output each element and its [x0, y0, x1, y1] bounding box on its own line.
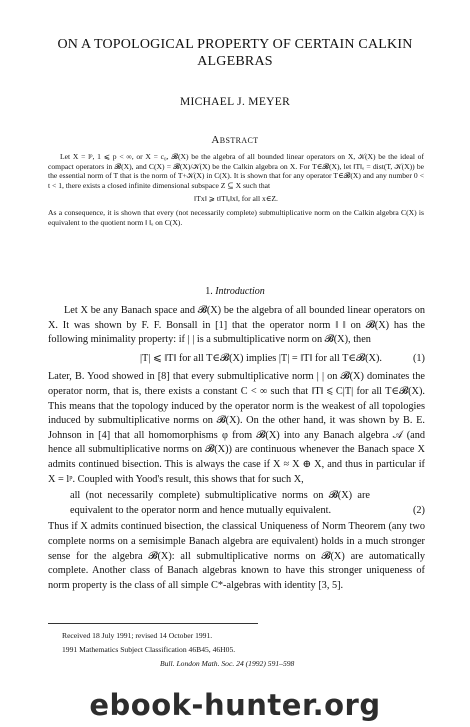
author: MICHAEL J. MEYER — [179, 96, 291, 108]
footnote-rule — [48, 623, 258, 624]
abstract — [48, 152, 424, 227]
body-paragraph-2: Later, B. Yood showed in [8] that every submultiplicative norm | | on 𝓑(X) dominates the operator norm, that is, there exists a constant C < ∞ such that ‖T‖ ⩽ C|T| for all T∈𝓑(X). This means that the topology induced by the operator norm is the weakest of all topologies induced by submultiplicative norms on 𝓑(X). On the other hand, it was shown by B. E. Johnson in [4] that all homomorphisms φ from 𝓑(X) into any Banach algebra 𝒜 (and hence all submultiplicative norms on 𝓑(X)) are continuous whenever the Banach space X admits continued bisection. This is always the case if X ≈ X ⊕ X, and thus in particular if X = lᵖ. Coupled with Yood's result, this shows that for such X, — [48, 371, 425, 485]
body-paragraph-1: Let X be any Banach space and 𝓑(X) be the algebra of all bounded linear operators on X. It was shown by F. F. Bonsall in [1] that the operator norm ‖ ‖ on 𝓑(X) has the following minimality property: if | | is a submultiplicative norm on 𝓑(X), then — [48, 305, 425, 346]
title-line-2: ALGEBRAS — [197, 54, 273, 69]
statement-2 — [70, 489, 425, 518]
paper-title — [40, 36, 430, 70]
footnote-journal: Bull. London Math. Soc. 24 (1992) 591–598 — [160, 659, 295, 668]
footnote-classification: 1991 Mathematics Subject Classification 46B45, 46H05. — [62, 645, 236, 654]
abstract-paragraph-2: As a consequence, it is shown that every (not necessarily complete) submultiplicative norm on the Calkin algebra C(X) is equivalent to the quotient norm ‖ ‖ₑ on C(X). — [48, 207, 424, 227]
equation-1-text: |T| ⩽ ‖T‖ for all T∈𝓑(X) implies |T| = ‖T‖ for all T∈𝓑(X). — [140, 352, 382, 364]
section-number: 1. — [205, 286, 213, 297]
equation-1 — [48, 352, 425, 367]
body-text — [48, 304, 425, 593]
statement-2-number: (2) — [412, 504, 425, 516]
body-paragraph-3: Thus if X admits continued bisection, the classical Uniqueness of Norm Theorem (any two complete norms on a semisimple Banach algebra are equivalent) holds in a much stronger sense for the algebra 𝓑(X): all submultiplicative norms on 𝓑(X) are automatically complete. Another class of Banach algebras known to have this stronger uniqueness of norm property is the class of all simple C*-algebras with identity [3, 5]. — [48, 521, 425, 591]
watermark-text: ebook-hunter.org — [89, 688, 381, 722]
section-title: Introduction — [215, 286, 265, 297]
abstract-equation: ‖Tx‖ ⩾ t‖T‖ₑ‖x‖, for all x∈Z. — [194, 194, 278, 204]
equation-1-number: (1) — [412, 352, 425, 364]
section-heading — [40, 286, 430, 297]
statement-2-text: all (not necessarily complete) submultiplicative norms on 𝓑(X) are equivalent to the operator norm and hence mutually equivalent. — [70, 490, 370, 516]
abstract-paragraph-1: Let X = lᵖ, 1 ⩽ p < ∞, or X = c₀, 𝓑(X) be the algebra of all bounded linear operators on X, 𝒦(X) be the ideal of compact operators in 𝓑(X), and C(X) = 𝓑(X)/𝒦(X) be the Calkin algebra on X. For T∈𝓑(X), let ‖T‖ₑ = dist(T, 𝒦(X)) be the essential norm of T that is the norm of T+𝒦(X) in C(X). It is shown that for any operator T∈𝓑(X) and any number 0 < t < 1, there exists a closed infinite dimensional subspace Z ⊆ X such that — [48, 152, 424, 190]
title-line-1: ON A TOPOLOGICAL PROPERTY OF CERTAIN CALKIN — [57, 37, 413, 52]
footnote-received: Received 18 July 1991; revised 14 October 1991. — [62, 631, 213, 640]
abstract-heading: Abstract — [211, 134, 259, 146]
